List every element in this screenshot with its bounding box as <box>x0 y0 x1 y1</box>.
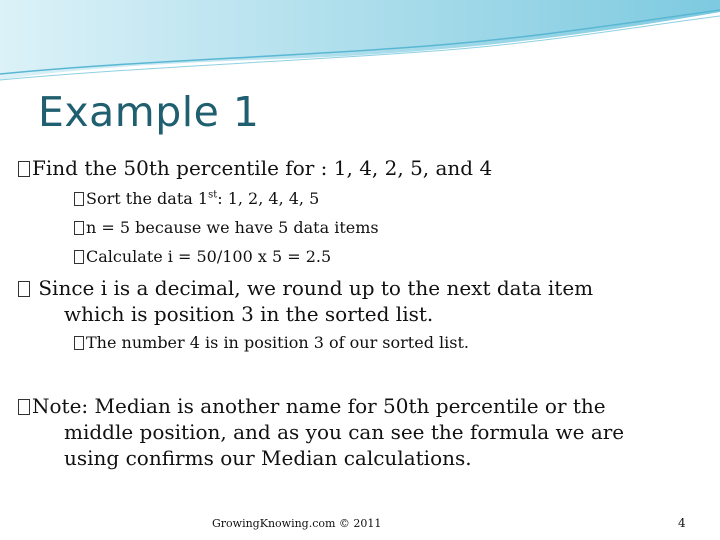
bullet-box-icon <box>74 221 84 235</box>
slide-title: Example 1 <box>38 88 260 136</box>
bullet-box-icon <box>18 399 30 415</box>
sub-bullet-calculate: Calculate i = 50/100 x 5 = 2.5 <box>74 247 331 266</box>
bullet-find-percentile: Find the 50th percentile for : 1, 4, 2, 5, and 4 <box>18 156 492 180</box>
bullet-box-icon <box>74 336 84 350</box>
bullet-box-icon <box>18 161 30 177</box>
bullet-box-icon <box>74 250 84 264</box>
bullet-round-up-continuation: which is position 3 in the sorted list. <box>64 302 434 326</box>
page-number: 4 <box>678 516 686 530</box>
footer-text: GrowingKnowing.com © 2011 <box>212 517 382 530</box>
sub-bullet-sort: Sort the data 1st: 1, 2, 4, 4, 5 <box>74 189 319 208</box>
sub-bullet-n-count: n = 5 because we have 5 data items <box>74 218 379 237</box>
bullet-note: Note: Median is another name for 50th percentile or the <box>18 394 606 418</box>
sub-bullet-position: The number 4 is in position 3 of our sorted list. <box>74 333 469 352</box>
bullet-note-continuation-1: middle position, and as you can see the formula we are <box>64 420 625 444</box>
bullet-box-icon <box>18 281 30 297</box>
bullet-round-up: Since i is a decimal, we round up to the next data item <box>18 276 593 300</box>
bullet-note-continuation-2: using confirms our Median calculations. <box>64 446 472 470</box>
bullet-box-icon <box>74 192 84 206</box>
